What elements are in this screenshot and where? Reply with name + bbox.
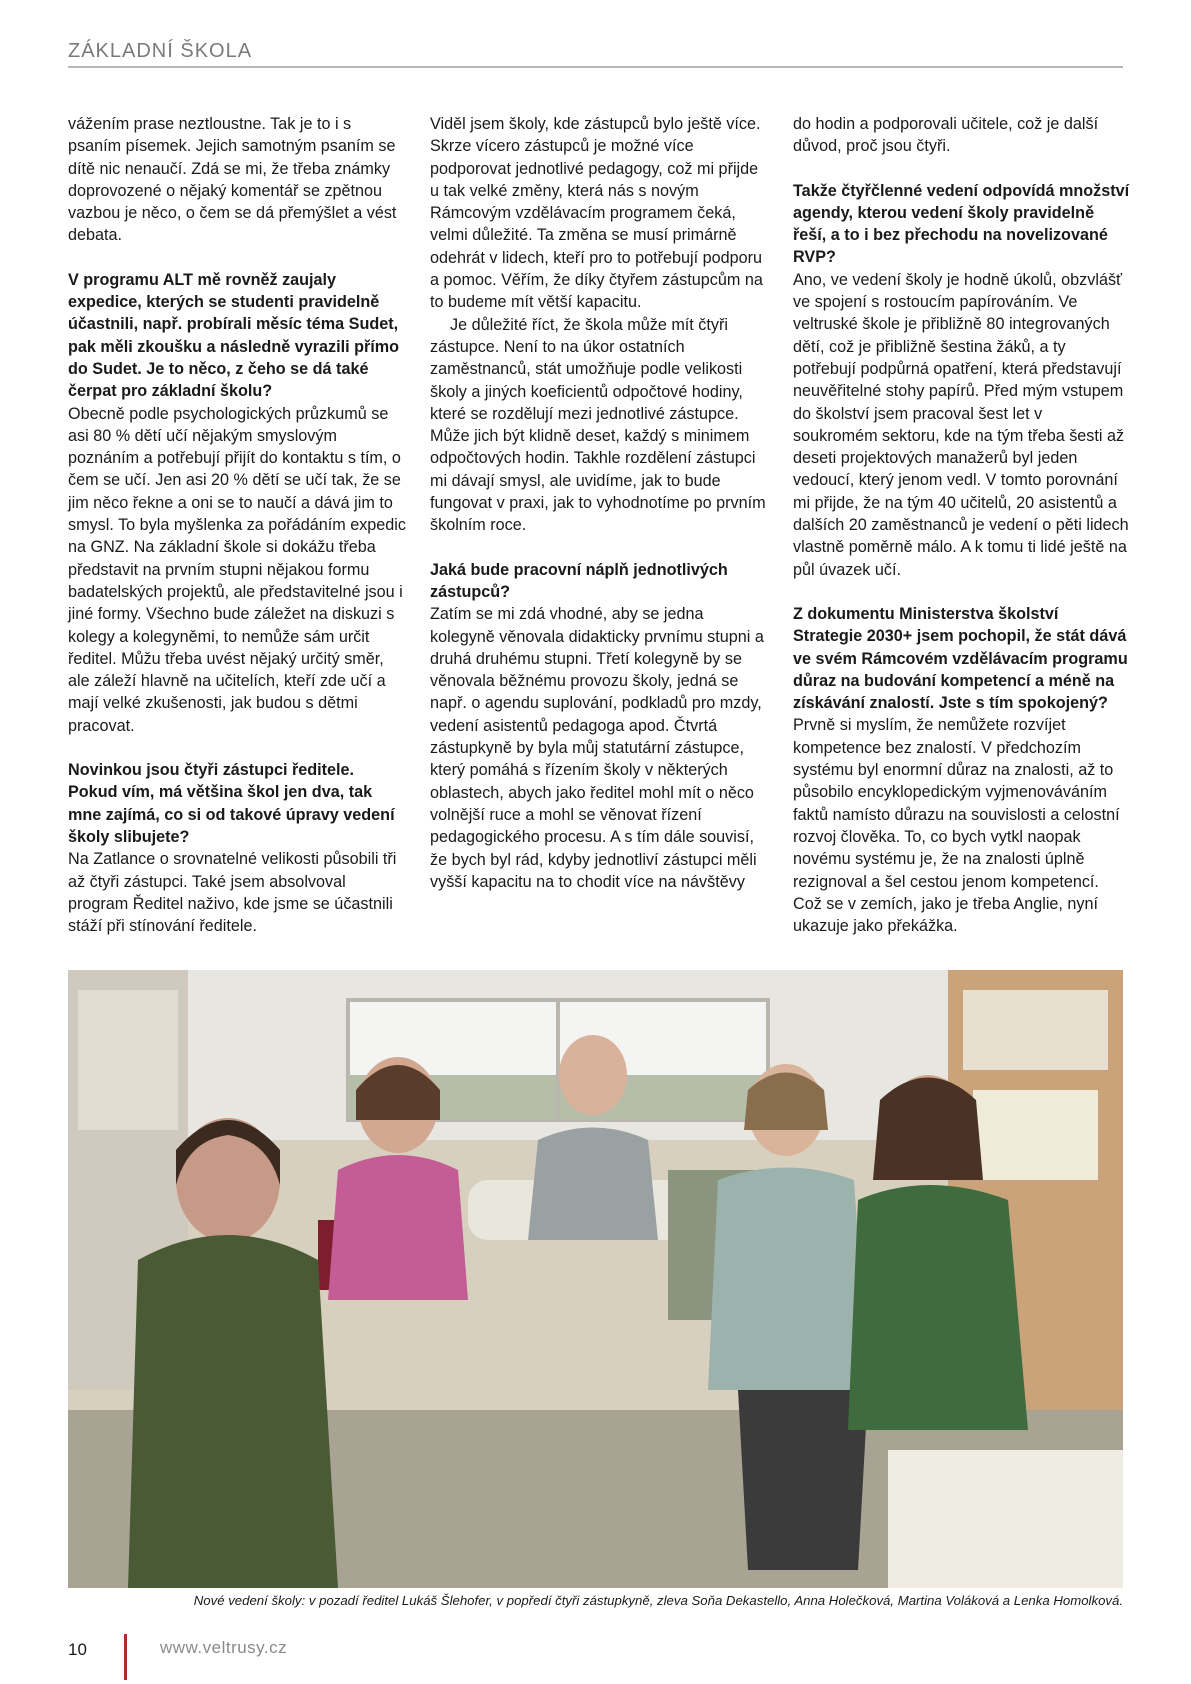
text-column-1 bbox=[68, 113, 406, 937]
section-title: ZÁKLADNÍ ŠKOLA bbox=[68, 40, 253, 62]
group-photo-illustration bbox=[68, 970, 1123, 1588]
interview-answer-paragraph: vážením prase neztloustne. Tak je to i s psaním písemek. Jejich samotným psaním se dítě nic nenaučí. Zdá se mi, že třeba známky doprovozené o nějaký komentář se zpětnou vazbou je něco, o čem se dá přemýšlet a vést debata. bbox=[68, 115, 397, 245]
interview-question: Jaká bude pracovní náplň jednotlivých zástupců? bbox=[430, 560, 728, 601]
interview-question: Takže čtyřčlenné vedení odpovídá množství agendy, kterou vedení školy pravidelně řeší, a to i bez přechodu na novelizované RVP? bbox=[793, 181, 1130, 267]
photo-caption: Nové vedení školy: v pozadí ředitel Lukáš Šlehofer, v popředí čtyři zástupkyně, zleva Soňa Dekastello, Anna Holečková, Martina Voláková a Lenka Homolková. bbox=[193, 1593, 1123, 1608]
interview-answer-paragraph: Je důležité říct, že škola může mít čtyři zástupce. Není to na úkor ostatních zaměstnanců, stát umožňuje podle velikosti školy a jiných koeficientů odpočtové hodiny, které se rozdělují mezi jednotlivé zástupce. Může jich být klidně deset, každý s minimem odpočtových hodin. Takhle rozdělení zástupci mi dávají smysl, ale uvidíme, jak to bude fungovat v praxi, jak to vyhodnotíme po prvním školním roce. bbox=[430, 315, 766, 535]
footer-accent-bar bbox=[124, 1634, 127, 1680]
interview-answer-paragraph: Viděl jsem školy, kde zástupců bylo ještě více. Skrze vícero zástupců je možné více podporovat jednotlivé pedagogy, což mi přijde u tak velké změny, která nás s novým Rámcovým vzdělávacím programem čeká, velmi důležité. Ta změna se musí primárně odehrát v lidech, kteří pro to potřebují podporu a pomoc. Věřím, že díky čtyřem zástupcům na to budeme mít větší kapacitu. bbox=[430, 115, 763, 312]
page-number: 10 bbox=[68, 1640, 87, 1659]
interview-answer-paragraph: Zatím se mi zdá vhodné, aby se jedna kolegyně věnovala didakticky prvnímu stupni a druhá druhému stupni. Třetí kolegyně by se věnovala běžnému provozu školy, jedná se např. o agendu suplování, podkladů pro mzdy, vedení asistentů pedagoga apod. Čtvrtá zástupkyně by byla můj statutární zástupce, který pomáhá s řízením školy v některých oblastech, abych jako ředitel mohl mít o něco volnější ruce a mohl se věnovat řízení pedagogického procesu. A s tím dále souvisí, že bych byl rád, kdyby jednotliví zástupci měli vyšší kapacitu na to chodit více na návštěvy bbox=[430, 605, 764, 891]
interview-question: Novinkou jsou čtyři zástupci ředitele. Pokud vím, má většina škol jen dva, tak mne zajímá, co si od takové úpravy vedení školy slibujete? bbox=[68, 761, 395, 846]
group-photo bbox=[68, 970, 1123, 1588]
header-divider bbox=[68, 66, 1123, 68]
interview-answer-paragraph: Prvně si myslím, že nemůžete rozvíjet kompetence bez znalostí. V předchozím systému byl enormní důraz na znalosti, až to působilo encyklopedickým vyjmenováváním faktů namísto důrazu na souvislosti a celostní rozvoj člověka. To, co bych vytkl naopak novému systému je, že na znalosti úplně rezignoval a šel cestou jenom kompetencí. Což se v zemích, jako je třeba Anglie, nyní ukazuje jako překážka. bbox=[793, 716, 1120, 936]
interview-answer-paragraph: Obecně podle psychologických průzkumů se asi 80 % dětí učí nějakým smyslovým poznáním a potřebují přijít do kontaktu s tím, o čem se učí. Jen asi 20 % dětí se učí tak, že se jim něco řekne a oni se to naučí a dává jim to smysl. To byla myšlenka za pořádáním expedic na GNZ. Na základní škole si dokážu třeba představit na prvním stupni nějakou formu badatelských projektů, ale představitelné jsou i jiné formy. Všechno bude záležet na diskuzi s kolegy a kolegyněmi, to nemůže sám určit ředitel. Můžu třeba uvést nějaký určitý směr, ale záleží hlavně na učitelích, kteří zde učí a mají velké zkušenosti, jak budou s dětmi pracovat. bbox=[68, 404, 406, 735]
footer-website-link[interactable]: www.veltrusy.cz bbox=[160, 1638, 288, 1657]
interview-answer-paragraph: Na Zatlance o srovnatelné velikosti působili tři až čtyři zástupci. Také jsem absolvoval program Ředitel naživo, kde jsme se účastnili stáží při stínování ředitele. bbox=[68, 850, 397, 936]
interview-question: V programu ALT mě rovněž zaujaly expedice, kterých se studenti pravidelně účastnili, např. probírali měsíc téma Sudet, pak měli zkoušku a následně vyrazili přímo do Sudet. Je to něco, z čeho se dá také čerpat pro základní školu? bbox=[68, 270, 400, 401]
interview-answer-paragraph: Ano, ve vedení školy je hodně úkolů, obzvlášť ve spojení s rostoucím papírováním. Ve veltruské škole je přibližně 80 integrovaných dětí, což je přibližně šestina žáků, a ty potřebují podpůrná opatření, která představují neuvěřitelné stohy papírů. Před mým vstupem do školství jsem pracoval šest let v soukromém sektoru, kde na tým třeba šesti až deseti projektových manažerů byl jeden vedoucí, který jenom vedl. V tomto porovnání mi přijde, že na tým 40 učitelů, 20 asistentů a dalších 20 zaměstnanců je vedení o pěti lidech vlastně poměrně málo. A k tomu ti lidé ještě na půl úvazek učí. bbox=[793, 270, 1129, 579]
interview-question: Z dokumentu Ministerstva školství Strategie 2030+ jsem pochopil, že stát dává ve svém Rámcovém vzdělávacím programu důraz na budování kompetencí a méně na získávání znalostí. Jste s tím spokojený? bbox=[793, 604, 1128, 713]
text-column-3 bbox=[793, 113, 1131, 937]
interview-answer-paragraph: do hodin a podporovali učitele, což je další důvod, proč jsou čtyři. bbox=[793, 115, 1099, 156]
text-column-2 bbox=[430, 113, 768, 893]
